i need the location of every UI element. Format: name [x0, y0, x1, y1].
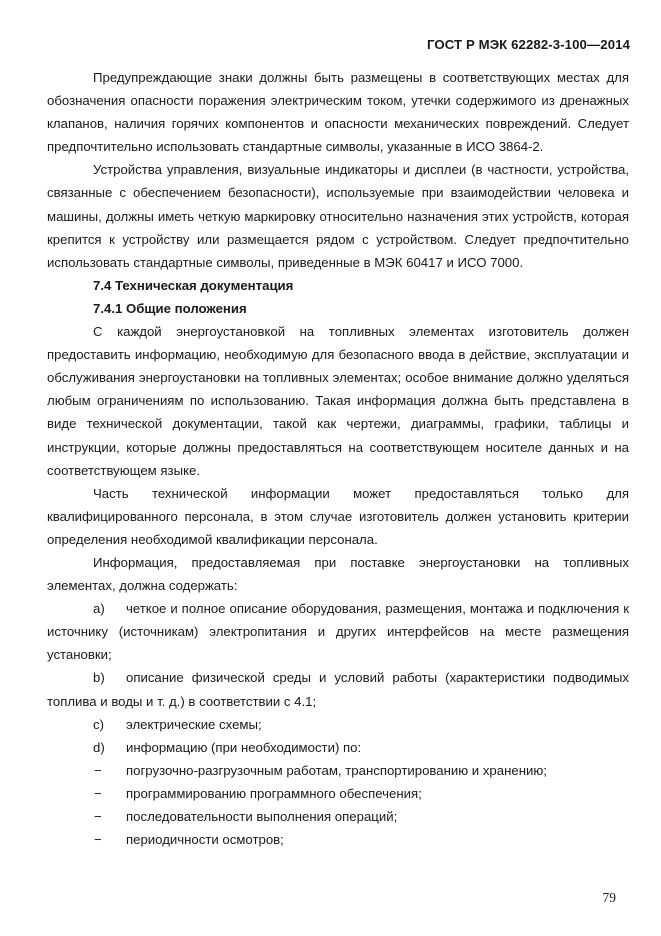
paragraph-qualified-personnel: Часть технической информации может предоставляться только для квалифицированного персонала, в этом случае изготовитель должен установить критерии определения необходимой квалификации персонала. — [47, 485, 629, 547]
paragraph-control-devices: Устройства управления, визуальные индикаторы и дисплеи (в частности, устройства, связанные с обеспечением безопасности), используемые при взаимодействии человека и машины, должны иметь четкую маркировку относительно назначения этих устройств, которая крепится к устройству или размещается рядом с устройством. Следует предпочтительно использовать стандартные символы, приведенные в МЭК 60417 и ИСО 7000. — [47, 162, 629, 270]
list-item — [47, 666, 629, 712]
sub-list-item-text: погрузочно-разгрузочным работам, транспортированию и хранению; — [126, 762, 547, 778]
sub-list-item-text: программированию программного обеспечения; — [126, 785, 422, 801]
dash-marker: − — [94, 832, 102, 848]
list-item — [47, 713, 629, 736]
page-number: 79 — [602, 890, 616, 905]
dash-marker: − — [94, 762, 102, 778]
subsection-heading: 7.4.1 Общие положения — [93, 300, 247, 316]
list-item-text: четкое и полное описание оборудования, размещения, монтажа и подключения к источнику (источникам) электропитания и других интерфейсов на месте размещения установки; — [47, 601, 629, 663]
document-header-code: ГОСТ Р МЭК 62282-3-100—2014 — [426, 37, 630, 52]
sub-list-item — [47, 759, 629, 782]
page-body — [47, 66, 629, 851]
list-marker: a) — [93, 601, 105, 617]
dash-marker: − — [94, 809, 102, 824]
list-item-text: информацию (при необходимости) по: — [126, 739, 362, 755]
sub-list-item — [47, 828, 629, 851]
list-item-text: электрические схемы; — [126, 716, 262, 732]
dash-marker: − — [94, 785, 102, 801]
list-marker: d) — [93, 739, 105, 755]
list-marker: b) — [93, 670, 105, 686]
list-item-text: описание физической среды и условий работы (характеристики подводимых топлива и воды и т. д.) в соответствии с 4.1; — [47, 670, 629, 709]
sub-list-item — [47, 805, 629, 828]
list-item — [47, 597, 629, 666]
section-heading: 7.4 Техническая документация — [93, 277, 294, 293]
list-item — [47, 736, 629, 759]
paragraph-delivery-info: Информация, предоставляемая при поставке энергоустановки на топливных элементах, должна содержать: — [47, 554, 629, 594]
sub-list-item-text: периодичности осмотров; — [126, 832, 284, 848]
sub-list-item-text: последовательности выполнения операций; — [126, 809, 398, 824]
paragraph-warning-signs: Предупреждающие знаки должны быть размещены в соответствующих местах для обозначения опасности поражения электрическим током, утечки содержимого из дренажных клапанов, наличия горячих компонентов и опасности механических повреждений. Следует предпочтительно использовать стандартные символы, указанные в ИСО 3864-2. — [47, 70, 629, 155]
paragraph-manufacturer-info: С каждой энергоустановкой на топливных элементах изготовитель должен предоставить информацию, необходимую для безопасного ввода в действие, эксплуатации и обслуживания энергоустановки на топливных элементах; особое внимание должно уделяться любым ограничениям по использованию. Такая информация должна быть представлена в виде технической документации, такой как чертежи, диаграммы, графики, таблицы и инструкции, которые должны предоставляться на соответствующем носителе данных и на соответствующем языке. — [47, 324, 629, 478]
sub-list-item — [47, 782, 629, 805]
list-marker: c) — [93, 716, 104, 732]
